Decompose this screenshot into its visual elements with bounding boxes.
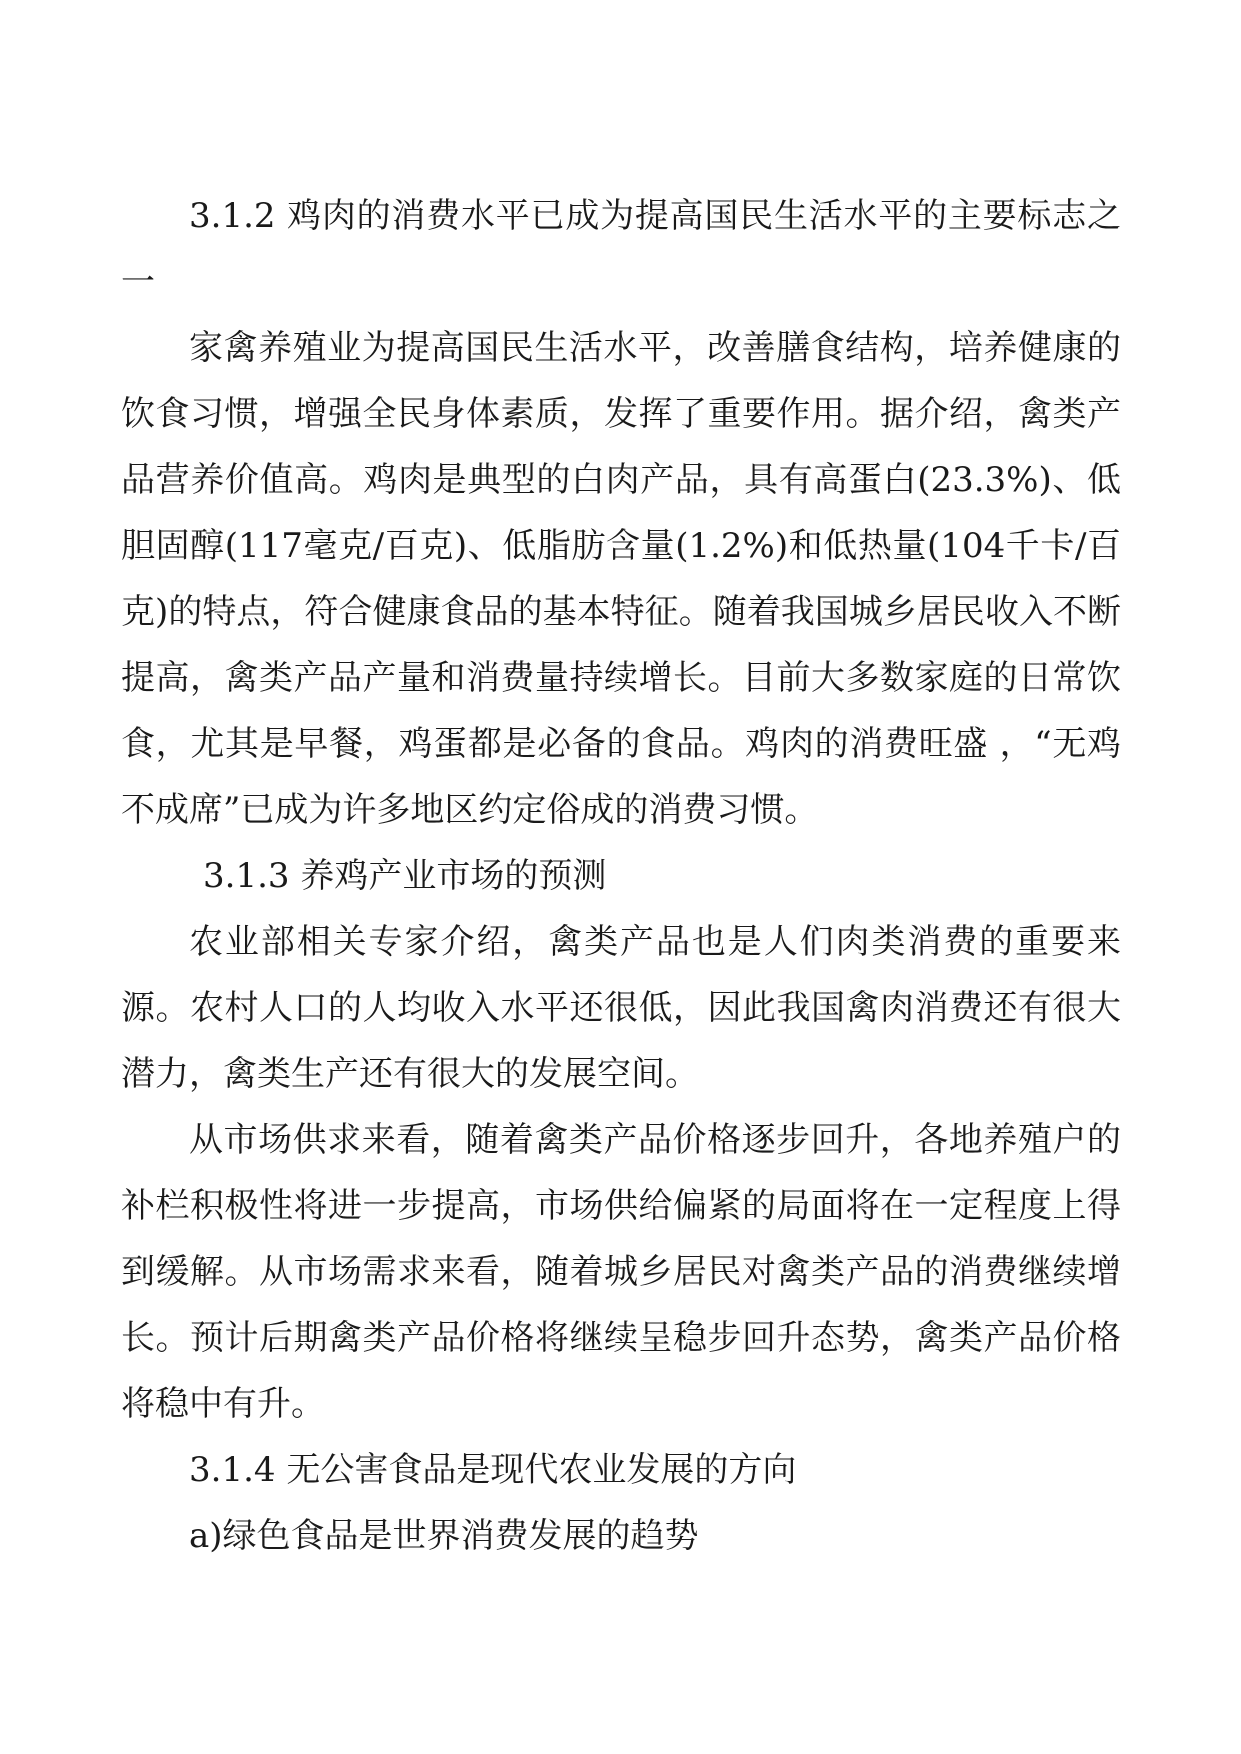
section-heading-3-1-2: 3.1.2 鸡肉的消费水平已成为提高国民生活水平的主要标志之一 bbox=[121, 196, 1121, 302]
paragraph-chicken-nutrition: 家禽养殖业为提高国民生活水平，改善膳食结构，培养健康的饮食习惯，增强全民身体素质，发挥了重要作用。据介绍，禽类产品营养价值高。鸡肉是典型的白肉产品，具有高蛋白(23.3%)、低胆固醇(117毫克/百克)、低脂肪含量(1.2%)和低热量(104千卡/百克)的特点，符合健康食品的基本特征。随着我国城乡居民收入不断提高，禽类产品产量和消费量持续增长。目前大多数家庭的日常饮食，尤其是早餐，鸡蛋都是必备的食品。鸡肉的消费旺盛 ，“无鸡不成席”已成为许多地区约定俗成的消费习惯。 bbox=[121, 328, 1121, 830]
section-heading-3-1-4: 3.1.4 无公害食品是现代农业发展的方向 bbox=[189, 1450, 797, 1490]
paragraph-consumption-potential: 农业部相关专家介绍，禽类产品也是人们肉类消费的重要来源。农村人口的人均收入水平还很低，因此我国禽肉消费还有很大潜力，禽类生产还有很大的发展空间。 bbox=[121, 922, 1121, 1094]
subheading-green-food: a)绿色食品是世界消费发展的趋势 bbox=[189, 1516, 699, 1556]
paragraph-market-supply-demand: 从市场供求来看，随着禽类产品价格逐步回升，各地养殖户的补栏积极性将进一步提高，市场供给偏紧的局面将在一定程度上得到缓解。从市场需求来看，随着城乡居民对禽类产品的消费继续增长。预计后期禽类产品价格将继续呈稳步回升态势，禽类产品价格将稳中有升。 bbox=[121, 1120, 1121, 1424]
document-body bbox=[121, 183, 1121, 1569]
section-heading-3-1-3: 3.1.3 养鸡产业市场的预测 bbox=[203, 856, 607, 896]
